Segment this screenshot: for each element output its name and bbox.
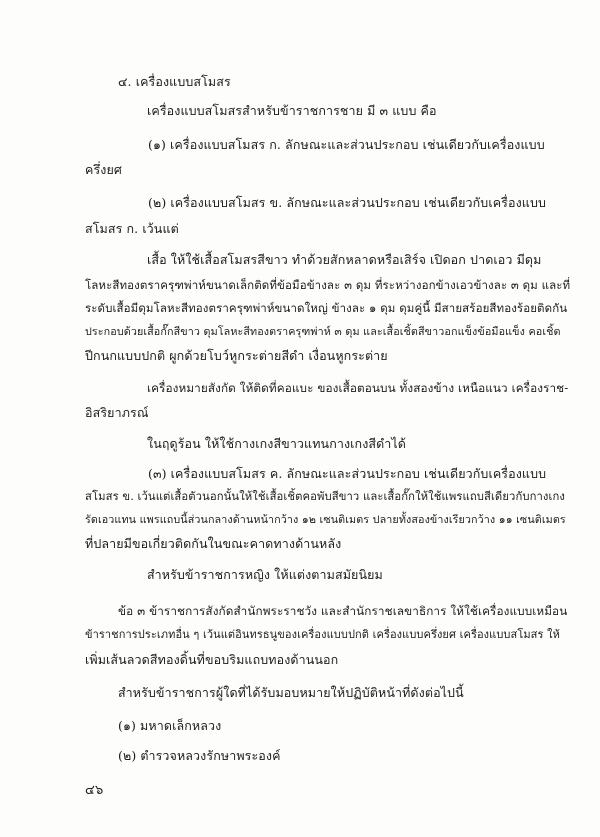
paragraph-3-line-2: โลหะสีทองตราครุฑพ่าห์ขนาดเล็กติดที่ข้อมือข้างละ ๓ ดุม ที่ระหว่างอกข้างเอวข้างละ ๓ ดุม และที่ <box>85 278 571 292</box>
paragraph-8-line-3: เพิ่มเส้นลวดสีทองดิ้นที่ขอบริมแถบทองด้านนอก <box>85 652 339 667</box>
paragraph-3-line-4: ประกอบด้วยเสื้อกั๊กสีขาว ดุมโลหะสีทองตราครุฑพ่าห์ ๓ ดุม และเสื้อเชิ้ตสีขาวอกแข็งข้อมือแข็ง คอเชิ้ต <box>85 325 561 338</box>
paragraph-1-line-1: (๑) เครื่องแบบสโมสร ก. ลักษณะและส่วนประกอบ เช่นเดียวกับเครื่องแบบ <box>148 137 545 152</box>
paragraph-8-line-1: ข้อ ๓ ข้าราชการสังกัดสำนักพระราชวัง และสำนักราชเลขาธิการ ให้ใช้เครื่องแบบเหมือน <box>118 604 568 618</box>
list-item-2: (๒) ตำรวจหลวงรักษาพระองค์ <box>118 748 281 763</box>
paragraph-2-line-2: สโมสร ก. เว้นแต่ <box>85 221 179 236</box>
paragraph-intro: เครื่องแบบสโมสรสำหรับข้าราชการชาย มี ๓ แบบ คือ <box>147 103 437 118</box>
paragraph-1-line-2: ครึ่งยศ <box>85 162 122 177</box>
paragraph-3-line-3: ระดับเสื้อมีดุมโลหะสีทองตราครุฑพ่าห์ขนาดใหญ่ ข้างละ ๑ ดุม ดุมคู่นี้ มีสายสร้อยสีทองร้อยติดกัน <box>85 301 568 315</box>
paragraph-2-line-1: (๒) เครื่องแบบสโมสร ข. ลักษณะและส่วนประกอบ เช่นเดียวกับเครื่องแบบ <box>148 195 547 210</box>
paragraph-6-line-2: สโมสร ข. เว้นแต่เสื้อตัวนอกนั้นให้ใช้เสื้อเชิ้ตคอพับสีขาว และเสื้อกั๊กให้ใช้แพรแถบสีเดียวกับกางเกง <box>85 490 565 503</box>
paragraph-6-line-3: รัดเอวแทน แพรแถบนี้ส่วนกลางด้านหน้ากว้าง ๑๒ เซนติเมตร ปลายทั้งสองข้างเรียวกว้าง ๑๑ เซนติเมตร <box>85 513 566 526</box>
paragraph-6-line-1: (๓) เครื่องแบบสโมสร ค. ลักษณะและส่วนประกอบ เช่นเดียวกับเครื่องแบบ <box>148 466 547 481</box>
section-heading: ๔. เครื่องแบบสโมสร <box>118 74 231 89</box>
list-item-1: (๑) มหาดเล็กหลวง <box>118 718 222 733</box>
paragraph-5: ในฤดูร้อน ให้ใช้กางเกงสีขาวแทนกางเกงสีดำได้ <box>147 436 406 451</box>
page-number: ๔๖ <box>85 783 104 798</box>
paragraph-8-line-2: ข้าราชการประเภทอื่น ๆ เว้นแต่อินทรธนูของเครื่องแบบปกติ เครื่องแบบครึ่งยศ เครื่องแบบสโมสร ให้ <box>85 628 560 641</box>
paragraph-4-line-2: อิสริยาภรณ์ <box>85 405 149 420</box>
paragraph-3-line-5: ปีกนกแบบปกติ ผูกด้วยโบว์หูกระต่ายสีดำ เงื่อนหูกระต่าย <box>85 348 388 363</box>
paragraph-6-line-4: ที่ปลายมีขอเกี่ยวติดกันในขณะคาดทางด้านหลัง <box>85 536 342 551</box>
paragraph-3-line-1: เสื้อ ให้ใช้เสื้อสโมสรสีขาว ทำด้วยสักหลาดหรือเสิร์จ เปิดอก ปาดเอว มีดุม <box>147 252 542 267</box>
paragraph-4-line-1: เครื่องหมายสังกัด ให้ติดที่คอแบะ ของเสื้อตอนบน ทั้งสองข้าง เหนือแนว เครื่องราช- <box>147 381 569 395</box>
paragraph-7: สำหรับข้าราชการหญิง ให้แต่งตามสมัยนิยม <box>147 567 383 582</box>
paragraph-9: สำหรับข้าราชการผู้ใดที่ได้รับมอบหมายให้ปฏิบัติหน้าที่ดังต่อไปนี้ <box>118 685 464 700</box>
